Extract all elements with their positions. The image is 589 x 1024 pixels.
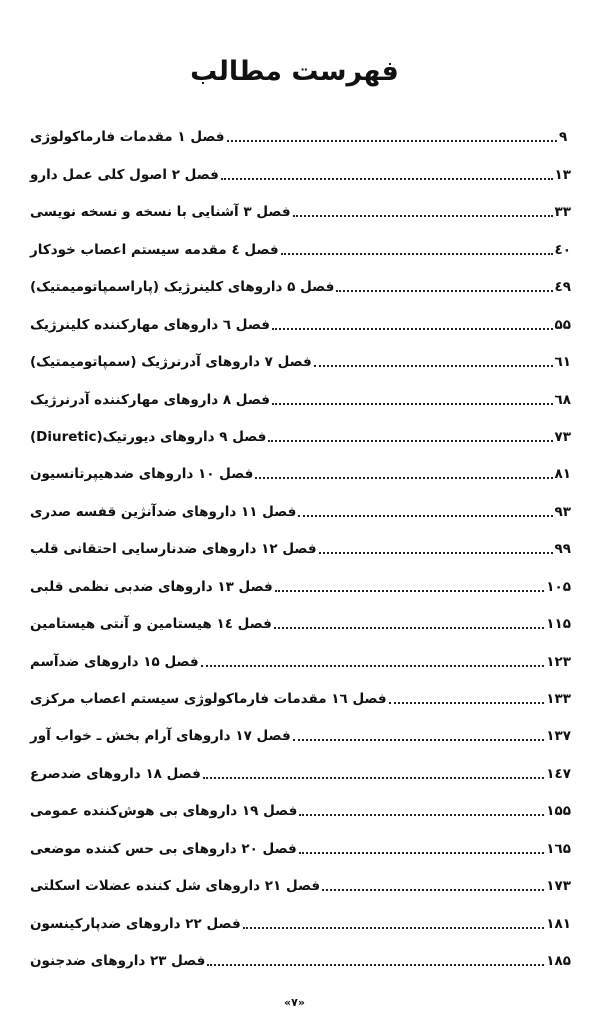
toc-entry-page-number: ٤٩: [554, 279, 571, 296]
toc-entry-title: فصل ۲۰ داروهای بی حس کننده موضعی: [30, 840, 297, 857]
toc-entry-page-number: ٦۸: [554, 391, 571, 408]
toc-entry-title: فصل ۳ آشنایی با نسخه و نسخه نویسی: [30, 204, 291, 221]
toc-entry: [28, 523, 571, 560]
toc-entry-title: فصل ۱۱ داروهای ضدآنژین قفسه صدری: [30, 503, 297, 520]
toc-entry-title: فصل ۱۵ داروهای ضدآسم: [30, 653, 199, 670]
toc-entry: [28, 635, 571, 672]
toc-entry-title: فصل ۵ داروهای کلینرژیک (پاراسمپاتومیمتیک): [30, 279, 335, 296]
dot-leader: [293, 739, 545, 741]
toc-entry-page-number: ۱۳: [554, 166, 571, 183]
toc-entry: [28, 223, 571, 260]
toc-entry-title: فصل ۱٦ مقدمات فارماکولوژی سیستم اعصاب مرکزی: [30, 691, 387, 707]
dot-leader: [201, 665, 545, 667]
dot-leader: [336, 290, 552, 292]
toc-entry-page-number: ۱۲۳: [546, 653, 571, 670]
toc-entry-title: فصل ۱۸ داروهای ضدصرع: [30, 765, 201, 782]
toc-entry-page-number: ۱۳۷: [546, 728, 571, 745]
toc-entry: [28, 935, 571, 972]
dot-leader: [322, 889, 544, 891]
toc-entry-page-number: ۱۸۱: [546, 915, 571, 932]
table-of-contents: [28, 111, 571, 972]
toc-entry-title: فصل ۲۲ داروهای ضدپارکینسون: [30, 915, 241, 932]
toc-entry-title: فصل ۲ اصول کلی عمل دارو: [30, 166, 219, 183]
toc-entry: [28, 485, 571, 522]
toc-entry: [28, 860, 571, 897]
dot-leader: [221, 178, 553, 180]
toc-entry: [28, 186, 571, 223]
toc-entry: [28, 148, 571, 185]
toc-entry: [28, 822, 571, 859]
toc-entry-title: فصل ٤ مقدمه سیستم اعصاب خودکار: [30, 241, 279, 258]
toc-entry-page-number: ۱۱۵: [546, 616, 571, 633]
toc-entry-page-number: ٦۱: [554, 354, 571, 371]
toc-entry-page-number: ۹۳: [554, 503, 571, 520]
toc-entry-page-number: ۱٦۵: [546, 840, 571, 857]
page-number-footer: «۷»: [284, 996, 305, 1009]
toc-entry: [28, 111, 571, 148]
toc-entry: [28, 560, 571, 597]
toc-entry-title: فصل ۱۳ داروهای ضدبی نظمی قلبی: [30, 578, 273, 595]
dot-leader: [227, 140, 557, 142]
toc-entry-title: فصل ۹ داروهای دیورتیک(Diuretic): [30, 428, 267, 445]
toc-entry-title: فصل ۱ مقدمات فارماکولوژی: [30, 129, 225, 146]
toc-entry-title: فصل ۱۷ داروهای آرام بخش ـ خواب آور: [30, 728, 291, 745]
toc-entry-page-number: ۱۳۳: [546, 691, 571, 707]
toc-entry-page-number: ۹۹: [554, 541, 571, 558]
dot-leader: [281, 253, 553, 255]
dot-leader: [207, 964, 544, 966]
toc-entry-page-number: ۸۱: [554, 466, 571, 483]
toc-entry-page-number: ۱۸۵: [546, 953, 571, 970]
toc-entry-title: فصل ٦ داروهای مهارکننده کلینرژیک: [30, 316, 270, 333]
dot-leader: [314, 365, 553, 367]
dot-leader: [274, 627, 544, 629]
toc-entry-title: فصل ۱۲ داروهای ضدنارسایی احتقانی قلب: [30, 541, 317, 558]
dot-leader: [389, 702, 545, 704]
toc-entry-page-number: ۱۰۵: [546, 578, 571, 595]
dot-leader: [255, 477, 552, 479]
dot-leader: [243, 927, 545, 929]
toc-entry: [28, 373, 571, 410]
dot-leader: [268, 440, 552, 442]
toc-entry: [28, 710, 571, 747]
dot-leader: [319, 552, 553, 554]
toc-entry-title: فصل ۲۱ داروهای شل کننده عضلات اسکلتی: [30, 878, 321, 895]
toc-entry-title: فصل ۲۳ داروهای ضدجنون: [30, 953, 206, 970]
toc-entry-title: فصل ۸ داروهای مهارکننده آدرنرژیک: [30, 391, 270, 408]
toc-entry-title: فصل ۱۰ داروهای ضدهیپرتانسیون: [30, 466, 254, 483]
toc-entry-page-number: ٤٠: [554, 241, 571, 258]
dot-leader: [298, 515, 552, 517]
toc-entry: [28, 673, 571, 710]
toc-entry-title: فصل ۱۹ داروهای بی هوش‌کننده عمومی: [30, 803, 298, 820]
dot-leader: [203, 777, 544, 779]
toc-entry: [28, 448, 571, 485]
toc-entry: [28, 897, 571, 934]
toc-entry-page-number: ۵۵: [554, 316, 571, 333]
toc-entry: [28, 785, 571, 822]
toc-entry: [28, 598, 571, 635]
toc-entry-page-number: ۱٤۷: [546, 765, 571, 782]
toc-entry: [28, 747, 571, 784]
dot-leader: [299, 814, 544, 816]
toc-entry-title: فصل ١٤ هیستامین و آنتی هیستامین: [30, 616, 272, 633]
dot-leader: [293, 215, 553, 217]
dot-leader: [275, 590, 545, 592]
toc-entry-page-number: ۱۵۵: [546, 803, 571, 820]
toc-entry: [28, 411, 571, 448]
toc-entry-page-number: ۱۷۳: [546, 878, 571, 895]
toc-entry: [28, 336, 571, 373]
toc-entry-page-number: ۳۳: [554, 204, 571, 221]
toc-entry-page-number: ۷۳: [554, 428, 571, 445]
toc-entry-title: فصل ۷ داروهای آدرنرژیک (سمپاتومیمتیک): [30, 354, 312, 371]
page-title: فهرست مطالب: [190, 56, 399, 87]
toc-entry: [28, 261, 571, 298]
dot-leader: [272, 403, 553, 405]
toc-entry-page-number: ۹: [559, 129, 568, 146]
toc-entry: [28, 298, 571, 335]
dot-leader: [272, 328, 553, 330]
dot-leader: [299, 852, 545, 854]
